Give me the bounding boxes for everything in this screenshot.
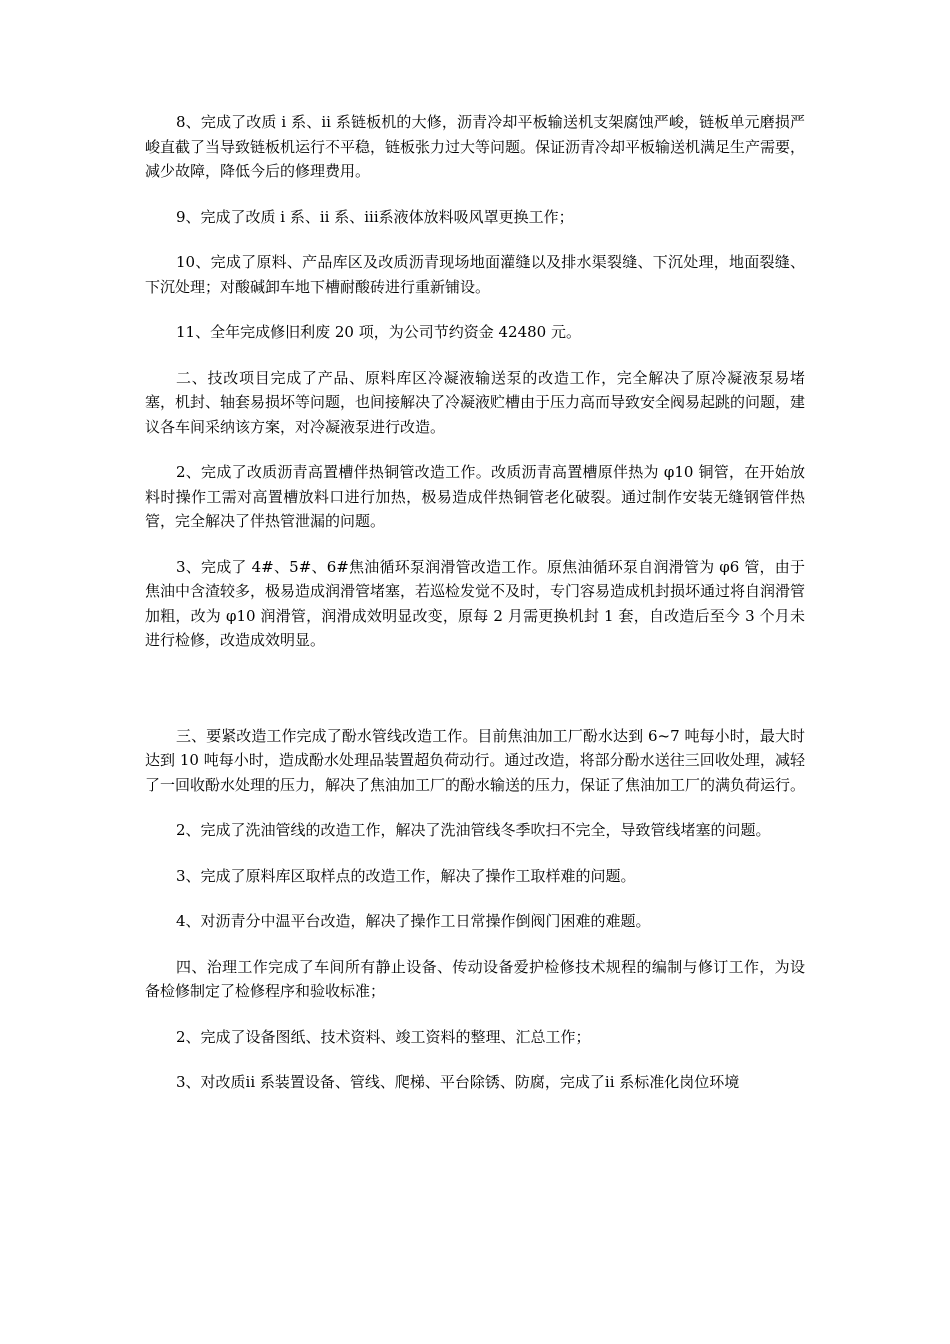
paragraph-8: 8、完成了改质 i 系、ii 系链板机的大修，沥青冷却平板输送机支架腐蚀严峻，链板单元磨损严峻直截了当导致链板机运行不平稳，链板张力过大等问题。保证沥青冷却平板输送机满足生产需要，减少故障，降低今后的修理费用。 <box>145 113 806 180</box>
paragraph-main-reform-3: 3、完成了原料库区取样点的改造工作，解决了操作工取样难的问题。 <box>176 866 636 885</box>
paragraph-main-reform: 三、要紧改造工作完成了酚水管线改造工作。目前焦油加工厂酚水达到 6~7 吨每小时，最大时达到 10 吨每小时，造成酚水处理品装置超负荷动行。通过改造，将部分酚水送往三回收处理，减轻了一回收酚水处理的压力，解决了焦油加工厂的酚水输送的压力，保证了焦油加工厂的满负荷运行。 <box>145 726 806 794</box>
paragraph-tech-reform-3: 3、完成了 4#、5#、6#焦油循环泵润滑管改造工作。原焦油循环泵自润滑管为 φ6 管，由于焦油中含渣较多，极易造成润滑管堵塞，若巡检发觉不及时，专门容易造成机封损坏通过将自润滑管加粗，改为 φ10 润滑管，润滑成效明显改变，原每 2 月需更换机封 1 套，自改造后至今 3 个月未进行检修，改造成效明显。 <box>145 557 806 649</box>
paragraph-main-reform-4: 4、对沥青分中温平台改造，解决了操作工日常操作倒阀门困难的难题。 <box>176 912 651 930</box>
paragraph-management: 四、治理工作完成了车间所有静止设备、传动设备爱护检修技术规程的编制与修订工作，为设备检修制定了检修程序和验收标准； <box>145 957 805 1000</box>
section-gap <box>145 674 805 724</box>
paragraph-9: 9、完成了改质 i 系、ii 系、iii系液体放料吸风罩更换工作； <box>176 207 574 226</box>
paragraph-management-2: 2、完成了设备图纸、技术资料、竣工资料的整理、汇总工作； <box>176 1027 591 1046</box>
document-page <box>145 110 805 1116</box>
paragraph-tech-reform-2: 2、完成了改质沥青高置槽伴热铜管改造工作。改质沥青高置槽原伴热为 φ10 铜管，在开始放料时操作工需对高置槽放料口进行加热，极易造成伴热铜管老化破裂。通过制作安装无缝钢管伴热管，完全解决了伴热管泄漏的问题。 <box>145 463 805 530</box>
paragraph-11: 11、全年完成修旧利废 20 项，为公司节约资金 42480 元。 <box>176 323 581 341</box>
paragraph-tech-reform: 二、技改项目完成了产品、原料库区冷凝液输送泵的改造工作，完全解决了原冷凝液泵易堵塞，机封、轴套易损坏等问题，也间接解决了冷凝液贮槽由于压力高而导致安全阀易起跳的问题，建议各车间采纳该方案，对冷凝液泵进行改造。 <box>145 368 806 436</box>
paragraph-10: 10、完成了原料、产品库区及改质沥青现场地面灌缝以及排水渠裂缝、下沉处理，地面裂缝、下沉处理；对酸碱卸车地下槽耐酸砖进行重新铺设。 <box>145 253 805 296</box>
paragraph-main-reform-2: 2、完成了洗油管线的改造工作，解决了洗油管线冬季吹扫不完全，导致管线堵塞的问题。 <box>176 821 771 839</box>
paragraph-management-3: 3、对改质ii 系装置设备、管线、爬梯、平台除锈、防腐，完成了ii 系标准化岗位环境 <box>176 1073 740 1091</box>
